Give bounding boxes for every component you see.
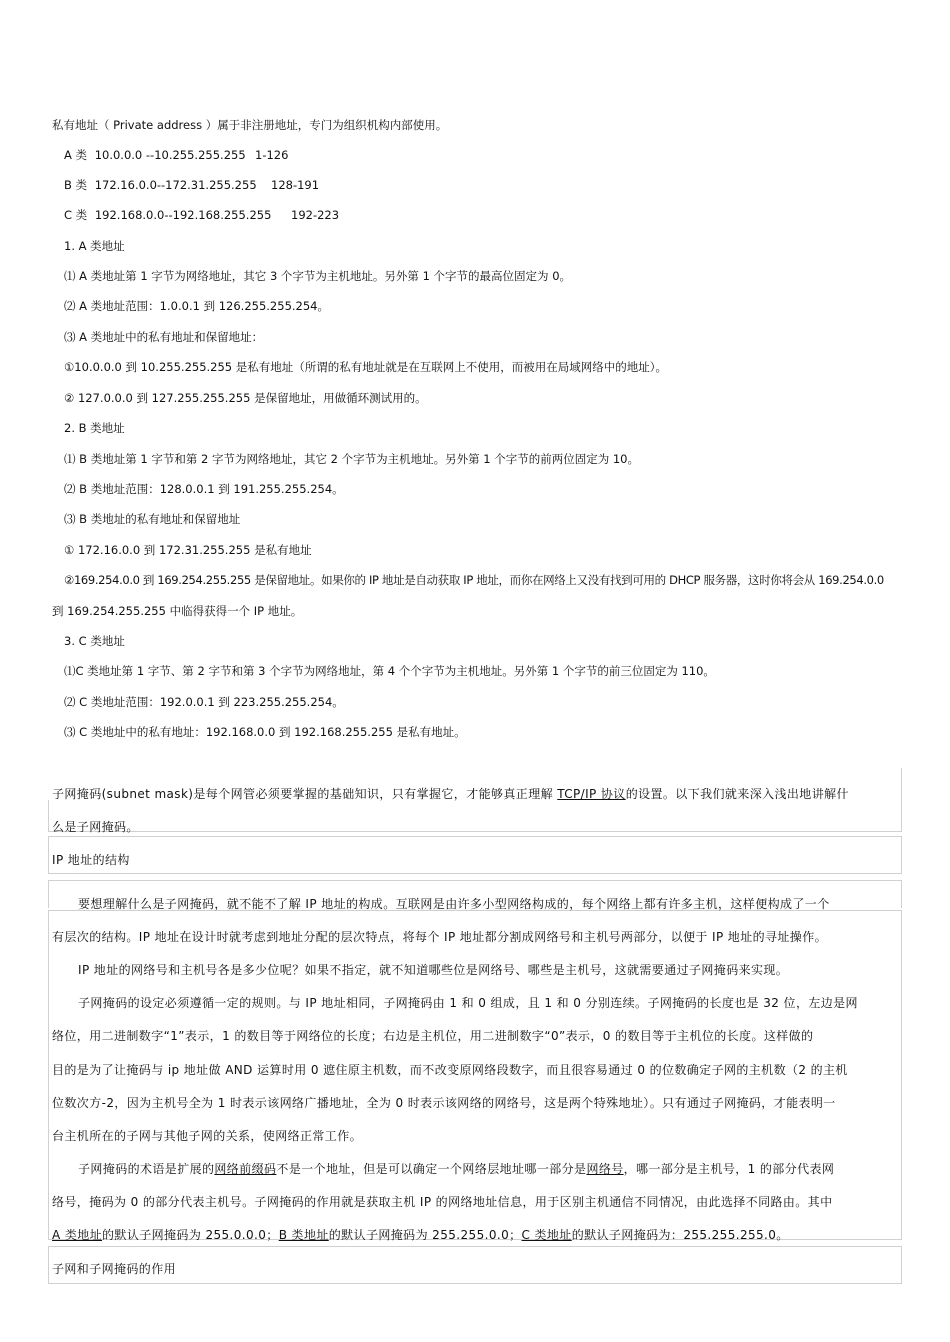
p5-text-c: ，哪一部分是主机号，1 的部分代表网 bbox=[623, 1162, 835, 1176]
class-a-label: A 类 bbox=[64, 148, 88, 162]
p4-line1: 子网掩码的设定必须遵循一定的规则。与 IP 地址相同，子网掩码由 1 和 0 组成，且 1 和 0 分别连续。子网掩码的长度也是 32 位，左边是网 bbox=[78, 996, 858, 1010]
frame-structure bbox=[48, 836, 902, 874]
class-c-item-3: ⑶ C 类地址中的私有地址：192.168.0.0 到 192.168.255.255 是私有地址。 bbox=[64, 725, 466, 739]
p5-line3-text-a: 的默认子网掩码为 255.0.0.0； bbox=[102, 1228, 279, 1242]
subnet-intro-line1 bbox=[52, 786, 849, 802]
class-c-range-value: 192.168.0.0--192.168.255.255 bbox=[94, 208, 272, 222]
class-b-item-3-1: ① 172.16.0.0 到 172.31.255.255 是私有地址 bbox=[64, 543, 312, 557]
class-b-label: B 类 bbox=[64, 178, 88, 192]
subnet-intro-text-b: 的设置。以下我们就来深入浅出地讲解什 bbox=[625, 787, 849, 801]
class-a-heading: 1. A 类地址 bbox=[64, 239, 125, 253]
p5-line3 bbox=[52, 1227, 789, 1243]
p4-line5: 台主机所在的子网与其他子网的关系，使网络正常工作。 bbox=[52, 1129, 363, 1143]
subnet-intro-text-a: 子网掩码(subnet mask)是每个网管必须要掌握的基础知识，只有掌握它，才能够真正理解 bbox=[52, 787, 558, 801]
class-b-item-3-2-line1: ②169.254.0.0 到 169.254.255.255 是保留地址。如果你的 IP 地址是自动获取 IP 地址，而你在网络上又没有找到可用的 DHCP 服务器，这时你将会从 169.254.0.0 bbox=[64, 573, 884, 587]
class-c-item-2: ⑵ C 类地址范围：192.0.0.1 到 223.255.255.254。 bbox=[64, 695, 344, 709]
class-c-address-link[interactable]: C 类地址 bbox=[521, 1228, 572, 1242]
p4-line4: 位数次方-2，因为主机号全为 1 时表示该网络广播地址，全为 0 时表示该网络的网络号，这是两个特殊地址）。只有通过子网掩码，才能表明一 bbox=[52, 1096, 836, 1110]
p2-line1: 要想理解什么是子网掩码，就不能不了解 IP 地址的构成。互联网是由许多小型网络构成的，每个网络上都有许多主机，这样便构成了一个 bbox=[78, 897, 830, 911]
p5-line2: 络号，掩码为 0 的部分代表主机号。子网掩码的作用就是获取主机 IP 的网络地址信息，用于区别主机通信不同情况，由此选择不同路由。其中 bbox=[52, 1195, 833, 1209]
class-b-item-3: ⑶ B 类地址的私有地址和保留地址 bbox=[64, 512, 241, 526]
class-a-item-3-1: ①10.0.0.0 到 10.255.255.255 是私有地址（所谓的私有地址就是在互联网上不使用，而被用在局域网络中的地址）。 bbox=[64, 360, 668, 374]
class-c-first-octet: 192-223 bbox=[291, 208, 340, 222]
frame-p1b bbox=[48, 800, 902, 832]
class-a-item-3-2: ② 127.0.0.0 到 127.255.255.255 是保留地址，用做循环测试用的。 bbox=[64, 391, 427, 405]
network-prefix-link[interactable]: 网络前缀码 bbox=[214, 1162, 277, 1176]
class-b-item-1: ⑴ B 类地址第 1 字节和第 2 字节为网络地址，其它 2 个字节为主机地址。另外第 1 个字节的前两位固定为 10。 bbox=[64, 452, 639, 466]
class-b-first-octet: 128-191 bbox=[271, 178, 320, 192]
class-a-first-octet: 1-126 bbox=[255, 148, 289, 162]
p4-line2: 络位，用二进制数字“1”表示，1 的数目等于网络位的长度；右边是主机位，用二进制数字“0”表示，0 的数目等于主机位的长度。这样做的 bbox=[52, 1029, 814, 1043]
class-b-item-2: ⑵ B 类地址范围：128.0.0.1 到 191.255.255.254。 bbox=[64, 482, 344, 496]
class-a-item-3: ⑶ A 类地址中的私有地址和保留地址： bbox=[64, 330, 264, 344]
class-a-range-value: 10.0.0.0 --10.255.255.255 bbox=[94, 148, 246, 162]
subnet-intro-line2: 么是子网掩码。 bbox=[52, 820, 139, 834]
ip-structure-heading: IP 地址的结构 bbox=[52, 853, 130, 867]
class-b-range bbox=[64, 177, 257, 193]
p5-text-a: 子网掩码的术语是扩展的 bbox=[78, 1162, 215, 1176]
class-c-label: C 类 bbox=[64, 208, 88, 222]
tcp-ip-link[interactable]: TCP/IP 协议 bbox=[557, 787, 626, 801]
intro-line: 私有地址（ Private address ）属于非注册地址，专门为组织机构内部使用。 bbox=[52, 118, 448, 132]
class-c-heading: 3. C 类地址 bbox=[64, 634, 125, 648]
network-number-link[interactable]: 网络号 bbox=[586, 1162, 624, 1176]
frame-purpose bbox=[48, 1246, 902, 1284]
class-a-range bbox=[64, 147, 246, 163]
p5-line1 bbox=[78, 1161, 834, 1177]
class-a-item-2: ⑵ A 类地址范围：1.0.0.1 到 126.255.255.254。 bbox=[64, 299, 329, 313]
p4-line3: 目的是为了让掩码与 ip 地址做 AND 运算时用 0 遮住原主机数，而不改变原网络段数字，而且很容易通过 0 的位数确定子网的主机数（2 的主机 bbox=[52, 1063, 848, 1077]
p5-line3-text-c: 的默认子网掩码为：255.255.255.0。 bbox=[571, 1228, 789, 1242]
p5-text-b: 不是一个地址，但是可以确定一个网络层地址哪一部分是 bbox=[276, 1162, 587, 1176]
subnet-purpose-heading: 子网和子网掩码的作用 bbox=[52, 1262, 177, 1276]
class-b-address-link[interactable]: B 类地址 bbox=[278, 1228, 329, 1242]
class-b-range-value: 172.16.0.0--172.31.255.255 bbox=[94, 178, 257, 192]
p5-line3-text-b: 的默认子网掩码为 255.255.0.0； bbox=[328, 1228, 522, 1242]
class-a-item-1: ⑴ A 类地址第 1 字节为网络地址，其它 3 个字节为主机地址。另外第 1 个字节的最高位固定为 0。 bbox=[64, 269, 572, 283]
p2-line2: 有层次的结构。IP 地址在设计时就考虑到地址分配的层次特点，将每个 IP 地址都分割成网络号和主机号两部分，以便于 IP 地址的寻址操作。 bbox=[52, 930, 828, 944]
p3-line1: IP 地址的网络号和主机号各是多少位呢？如果不指定，就不知道哪些位是网络号、哪些是主机号，这就需要通过子网掩码来实现。 bbox=[78, 963, 789, 977]
class-b-heading: 2. B 类地址 bbox=[64, 421, 125, 435]
class-a-address-link[interactable]: A 类地址 bbox=[52, 1228, 103, 1242]
class-b-item-3-2-line2: 到 169.254.255.255 中临得获得一个 IP 地址。 bbox=[52, 604, 303, 618]
class-c-range bbox=[64, 207, 271, 223]
class-c-item-1: ⑴C 类地址第 1 字节、第 2 字节和第 3 个字节为网络地址，第 4 个个字节为主机地址。另外第 1 个字节的前三位固定为 110。 bbox=[64, 664, 715, 678]
